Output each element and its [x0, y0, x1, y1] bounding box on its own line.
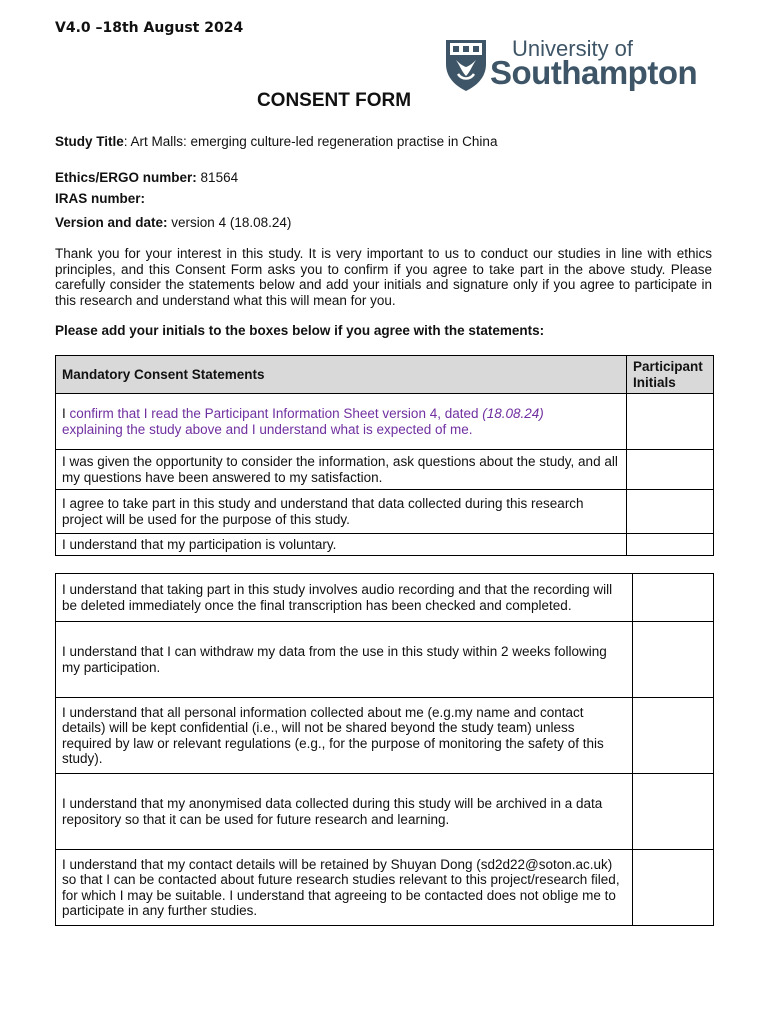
intro-paragraph: Thank you for your interest in this study. It is very important to us to conduct our studies in line with ethics principles, and this Consent Form asks you to confirm if you agree to take part in the above study. Please carefully consider the statements below and add your initials and signature only if you agree to participate in this research and understand what this will mean for you. [55, 246, 712, 308]
initials-box[interactable] [627, 450, 714, 490]
logo-text-line2: Southampton [490, 54, 698, 91]
table-row [56, 394, 714, 450]
statement-prefix: I [62, 406, 70, 421]
ethics-label: Ethics/ERGO number: [55, 170, 197, 185]
initials-box[interactable] [633, 774, 714, 850]
consent-statement: I understand that taking part in this study involves audio recording and that the recording will be deleted immediately once the final transcription has been checked and completed. [56, 574, 633, 622]
consent-statement: I was given the opportunity to consider the information, ask questions about the study, and all my questions have been answered to my satisfaction. [56, 450, 627, 490]
table-row [56, 774, 714, 850]
additional-consent-table [55, 573, 714, 926]
study-title-label: Study Title [55, 134, 124, 149]
initials-box[interactable] [633, 574, 714, 622]
table-row [56, 450, 714, 490]
initials-box[interactable] [633, 622, 714, 698]
page-title: CONSENT FORM [256, 90, 412, 111]
statements-header: Mandatory Consent Statements [56, 356, 627, 394]
initials-header: Participant Initials [627, 356, 714, 394]
initials-box[interactable] [627, 534, 714, 556]
table-row [56, 534, 714, 556]
version-and-date [55, 215, 291, 230]
table-row [56, 490, 714, 534]
initials-box[interactable] [627, 490, 714, 534]
statement-text: confirm that I read the Participant Information Sheet version 4, dated [69, 406, 483, 421]
ethics-value: 81564 [200, 170, 239, 185]
statement-suffix: explaining the study above and I understand what is expected of me. [62, 421, 473, 437]
crest-icon [444, 38, 488, 92]
study-title-value: : Art Malls: emerging culture-led regeneration practise in China [123, 134, 498, 149]
logo-text-line1: University of [512, 36, 634, 61]
table-row [56, 850, 714, 926]
instruction-text: Please add your initials to the boxes below if you agree with the statements: [55, 323, 545, 338]
consent-statement: I understand that all personal information collected about me (e.g.my name and contact details) will be kept confidential (i.e., will not be shared beyond the study team) unless required by law or relevant regulations (e.g., for the purpose of monitoring the safety of this study). [56, 698, 633, 774]
mandatory-consent-table [55, 355, 714, 556]
initials-box[interactable] [633, 850, 714, 926]
consent-statement [56, 394, 627, 450]
iras-label: IRAS number: [55, 191, 146, 206]
iras-number [55, 191, 145, 206]
consent-statement: I understand that my anonymised data collected during this study will be archived in a data repository so that it can be used for future research and learning. [56, 774, 633, 850]
consent-statement: I understand that my contact details will be retained by Shuyan Dong (sd2d22@soton.ac.uk) so that I can be contacted about future research studies relevant to this project/research filed, for which I may be suitable. I understand that agreeing to be contacted does not oblige me to participate in any further studies. [56, 850, 633, 926]
ethics-number [55, 170, 238, 185]
version-label: Version and date: [55, 215, 168, 230]
statement-date: (18.08.24) [482, 406, 544, 421]
document-version: V4.0 –18th August 2024 [55, 20, 244, 36]
consent-statement: I agree to take part in this study and understand that data collected during this research project will be used for the purpose of this study. [56, 490, 627, 534]
table-row [56, 698, 714, 774]
version-value: version 4 (18.08.24) [171, 215, 292, 230]
consent-statement: I understand that I can withdraw my data from the use in this study within 2 weeks following my participation. [56, 622, 633, 698]
university-logo [444, 36, 714, 94]
consent-statement: I understand that my participation is voluntary. [56, 534, 627, 556]
study-title [55, 134, 497, 149]
initials-box[interactable] [633, 698, 714, 774]
table-row [56, 622, 714, 698]
table-row [56, 574, 714, 622]
initials-box[interactable] [627, 394, 714, 450]
